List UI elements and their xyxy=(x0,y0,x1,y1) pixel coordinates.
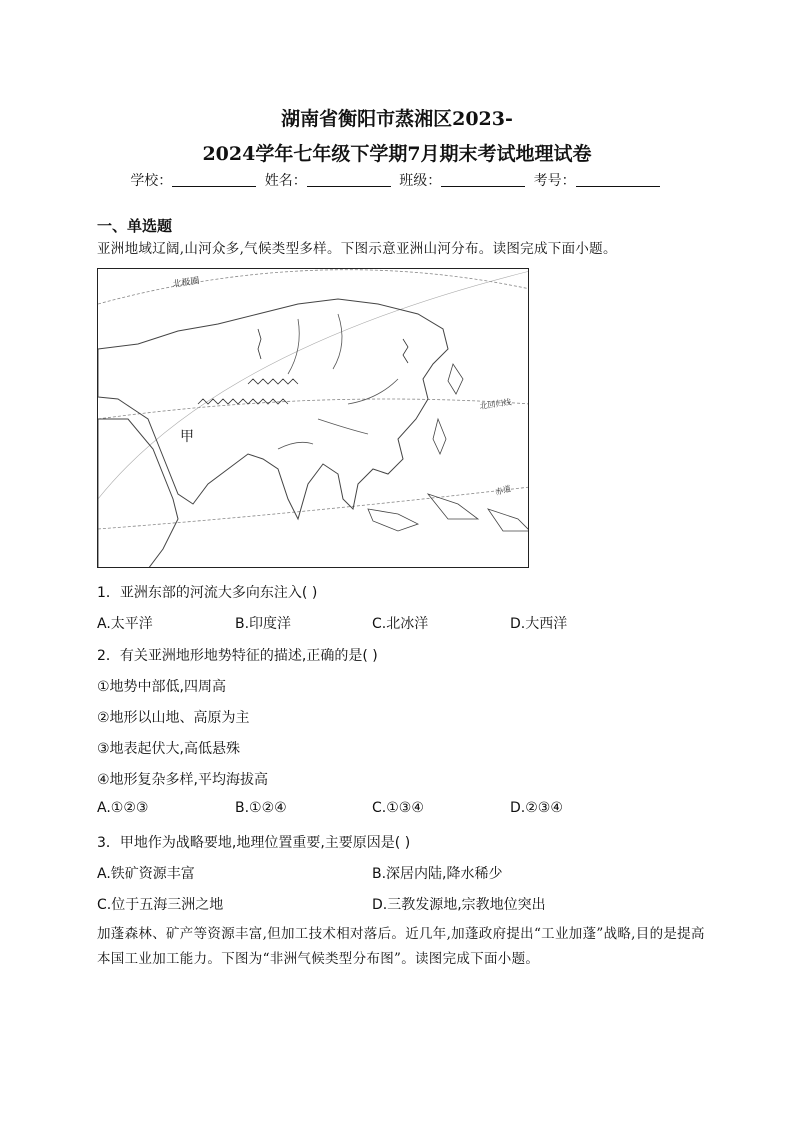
q2-statement-4: ④地形复杂多样,平均海拔高 xyxy=(97,772,269,788)
mountain-range-2 xyxy=(248,379,298,384)
asia-coastline xyxy=(98,299,448,519)
q2-statement-3: ③地表起伏大,高低悬殊 xyxy=(97,741,241,757)
question-3-stem: 3．甲地作为战略要地,地理位置重要,主要原因是( ) xyxy=(97,835,411,851)
river-1 xyxy=(288,319,299,374)
q2-option-b[interactable]: B.①②④ xyxy=(235,800,287,816)
equator-label: 赤道 xyxy=(494,484,512,497)
q3-option-a[interactable]: A.铁矿资源丰富 xyxy=(97,866,195,882)
school-label: 学校： xyxy=(130,173,173,189)
student-info-line xyxy=(0,170,794,190)
exam-no-blank[interactable] xyxy=(576,172,660,187)
borneo-island xyxy=(428,494,478,519)
mountain-range-1 xyxy=(198,399,288,404)
japan-island xyxy=(448,364,463,394)
asia-map-drawing xyxy=(98,269,529,568)
intro-paragraph-1: 亚洲地域辽阔,山河众多,气候类型多样。下图示意亚洲山河分布。读图完成下面小题。 xyxy=(97,241,617,257)
graticule-arc xyxy=(98,271,529,499)
q1-option-d[interactable]: D.大西洋 xyxy=(510,616,568,632)
exam-title-line1: 湖南省衡阳市蒸湘区2023- xyxy=(281,108,513,130)
indonesia-island xyxy=(368,509,418,531)
river-4 xyxy=(318,419,368,434)
exam-no-label: 考号： xyxy=(533,173,576,189)
tropic-cancer-label: 北回归线 xyxy=(479,397,512,411)
tropic-line xyxy=(98,399,529,419)
q3-option-c[interactable]: C.位于五海三洲之地 xyxy=(97,897,224,913)
name-label: 姓名： xyxy=(264,173,307,189)
q2-statement-1: ①地势中部低,四周高 xyxy=(97,679,227,695)
equator-line xyxy=(98,487,529,529)
class-blank[interactable] xyxy=(441,172,525,187)
exam-title-line2: 2024学年七年级下学期7月期末考试地理试卷 xyxy=(202,143,592,165)
question-1-stem: 1．亚洲东部的河流大多向东注入( ) xyxy=(97,585,318,601)
africa-coastline xyxy=(98,419,178,568)
river-2 xyxy=(333,314,342,369)
q1-option-a[interactable]: A.太平洋 xyxy=(97,616,153,632)
q2-option-c[interactable]: C.①③④ xyxy=(372,800,424,816)
taiwan-philippines-island xyxy=(433,419,446,454)
q2-statement-2: ②地形以山地、高原为主 xyxy=(97,710,250,726)
question-2-stem: 2．有关亚洲地形地势特征的描述,正确的是( ) xyxy=(97,648,378,664)
q3-option-d[interactable]: D.三教发源地,宗教地位突出 xyxy=(372,897,546,913)
river-5 xyxy=(278,442,313,449)
q1-option-b[interactable]: B.印度洋 xyxy=(235,616,292,632)
river-3 xyxy=(348,379,398,404)
class-label: 班级： xyxy=(399,173,442,189)
q1-option-c[interactable]: C.北冰洋 xyxy=(372,616,429,632)
school-blank[interactable] xyxy=(172,172,256,187)
section-title: 一、单选题 xyxy=(97,217,173,235)
name-blank[interactable] xyxy=(307,172,391,187)
arctic-circle-line xyxy=(98,270,529,304)
arctic-circle-label: 北极圈 xyxy=(172,276,201,290)
mountain-range-3 xyxy=(403,339,408,363)
ural-mountains xyxy=(258,329,261,359)
jia-label: 甲 xyxy=(180,429,194,445)
intro-paragraph-2: 加蓬森林、矿产等资源丰富,但加工技术相对落后。近几年,加蓬政府提出“工业加蓬”战略,目的是提高本国工业加工能力。下图为“非洲气候类型分布图”。读图完成下面小题。 xyxy=(97,926,705,967)
q3-option-b[interactable]: B.深居内陆,降水稀少 xyxy=(372,866,503,882)
q2-option-a[interactable]: A.①②③ xyxy=(97,800,149,816)
q2-option-d[interactable]: D.②③④ xyxy=(510,800,563,816)
new-guinea-island xyxy=(488,509,529,531)
asia-map xyxy=(97,268,529,568)
